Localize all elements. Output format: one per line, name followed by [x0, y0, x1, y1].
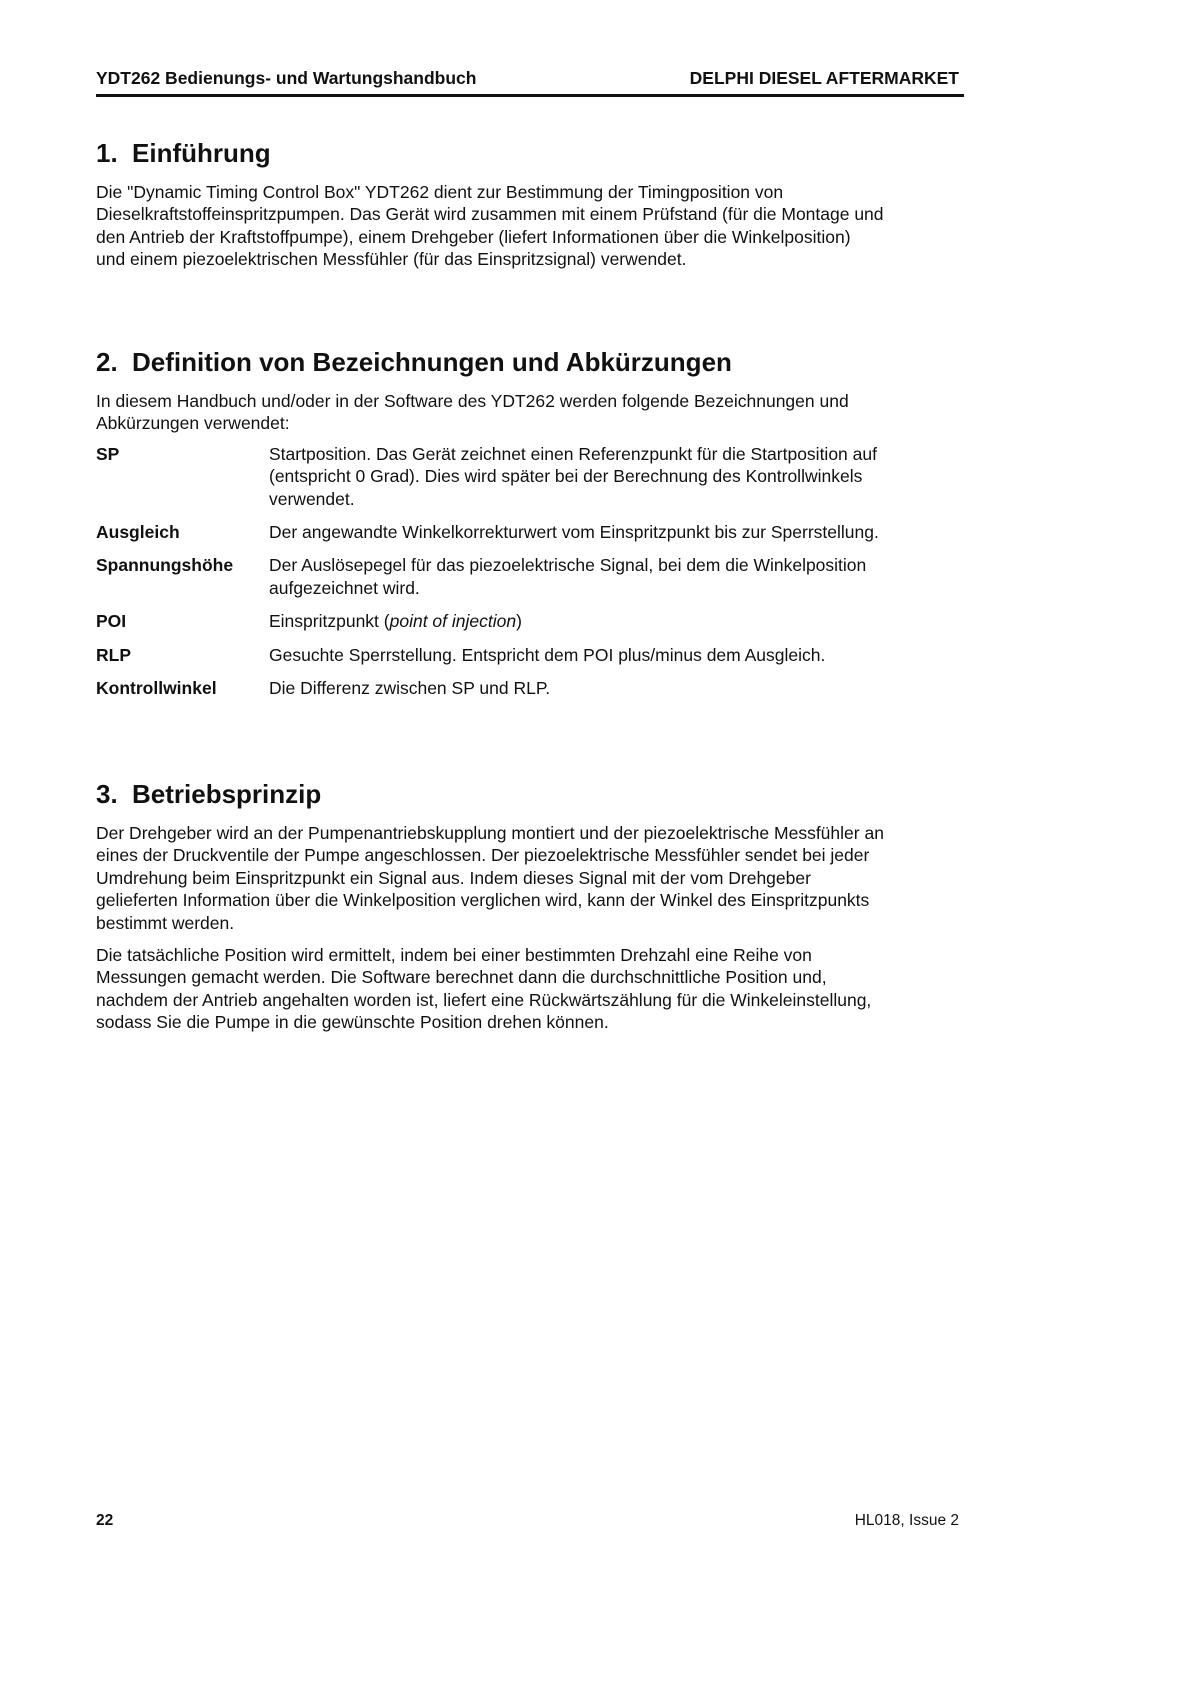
definition-description: Der Auslösepegel für das piezoelektrische Signal, bei dem die Winkelposition aufgezeichnet wird.: [269, 555, 867, 598]
section-paragraph: Die "Dynamic Timing Control Box" YDT262 dient zur Bestimmung der Timingposition von Dieselkraftstoffeinspritzpumpen. Das Gerät wird zusammen mit einem Prüfstand (für die Montage und den Antrieb der Kraftstoffpumpe), einem Drehgeber (liefert Informationen über die Winkelposition) und einem piezoelektrischen Messfühler (für das Einspritzsignal) verwendet.: [96, 182, 884, 270]
section-operating-principle: [96, 778, 964, 1034]
definition-description: Gesuchte Sperrstellung. Entspricht dem POI plus/minus dem Ausgleich.: [269, 644, 826, 665]
section-heading: [96, 137, 964, 169]
definition-description-italic: point of injection: [389, 611, 517, 632]
definition-item: [96, 610, 964, 632]
definition-description: [269, 610, 964, 632]
section-number: 3.: [96, 779, 118, 809]
definition-item: [96, 677, 964, 699]
definition-term: SP: [96, 443, 120, 464]
section-introduction: [96, 137, 964, 271]
section-heading: [96, 778, 964, 810]
definition-list: [96, 443, 964, 700]
section-definitions: [96, 346, 964, 710]
section-paragraph: Der Drehgeber wird an der Pumpenantriebskupplung montiert und der piezoelektrische Messfühler an eines der Druckventile der Pumpe angeschlossen. Der piezoelektrische Messfühler sendet bei jeder Umdrehung beim Einspritzpunkt ein Signal aus. Indem dieses Signal mit der vom Drehgeber gelieferten Information über die Winkelposition verglichen wird, kann der Winkel des Einspritzpunkts bestimmt werden.: [96, 823, 884, 933]
definition-description: Startposition. Das Gerät zeichnet einen Referenzpunkt für die Startposition auf (entspricht 0 Grad). Dies wird später bei der Berechnung des Kontrollwinkels verwendet.: [269, 443, 877, 509]
definition-description: Der angewandte Winkelkorrekturwert vom Einspritzpunkt bis zur Sperrstellung.: [269, 522, 879, 543]
section-title: Definition von Bezeichnungen und Abkürzungen: [132, 347, 732, 377]
page-number: 22: [96, 1512, 114, 1529]
document-issue: HL018, Issue 2: [854, 1512, 959, 1529]
definition-description-prefix: Einspritzpunkt (: [269, 611, 390, 632]
definition-item: [96, 644, 964, 666]
definition-term: Ausgleich: [96, 522, 180, 543]
definition-term: Kontrollwinkel: [96, 678, 217, 699]
definition-term: RLP: [96, 644, 131, 665]
section-heading: [96, 346, 964, 378]
section-title: Betriebsprinzip: [132, 779, 322, 809]
header-manual-title: YDT262 Bedienungs- und Wartungshandbuch: [96, 68, 477, 88]
definition-description: Die Differenz zwischen SP und RLP.: [269, 678, 551, 699]
definition-item: [96, 443, 964, 510]
section-number: 1.: [96, 138, 118, 168]
definition-term: POI: [96, 611, 127, 632]
page-header: [96, 62, 964, 97]
section-intro: In diesem Handbuch und/oder in der Software des YDT262 werden folgende Bezeichnungen und Abkürzungen verwendet:: [96, 391, 849, 434]
definition-item: [96, 521, 964, 543]
definition-term: Spannungshöhe: [96, 555, 234, 576]
header-company: DELPHI DIESEL AFTERMARKET: [689, 68, 959, 88]
section-title: Einführung: [132, 138, 271, 168]
definition-item: [96, 554, 964, 599]
definition-description-suffix: ): [516, 611, 522, 632]
section-paragraph: Die tatsächliche Position wird ermittelt, indem bei einer bestimmten Drehzahl eine Reihe von Messungen gemacht werden. Die Software berechnet dann die durchschnittliche Position und, nachdem der Antrieb angehalten worden ist, liefert eine Rückwärtszählung für die Winkeleinstellung, sodass Sie die Pumpe in die gewünschte Position drehen können.: [96, 945, 872, 1033]
section-number: 2.: [96, 347, 118, 377]
